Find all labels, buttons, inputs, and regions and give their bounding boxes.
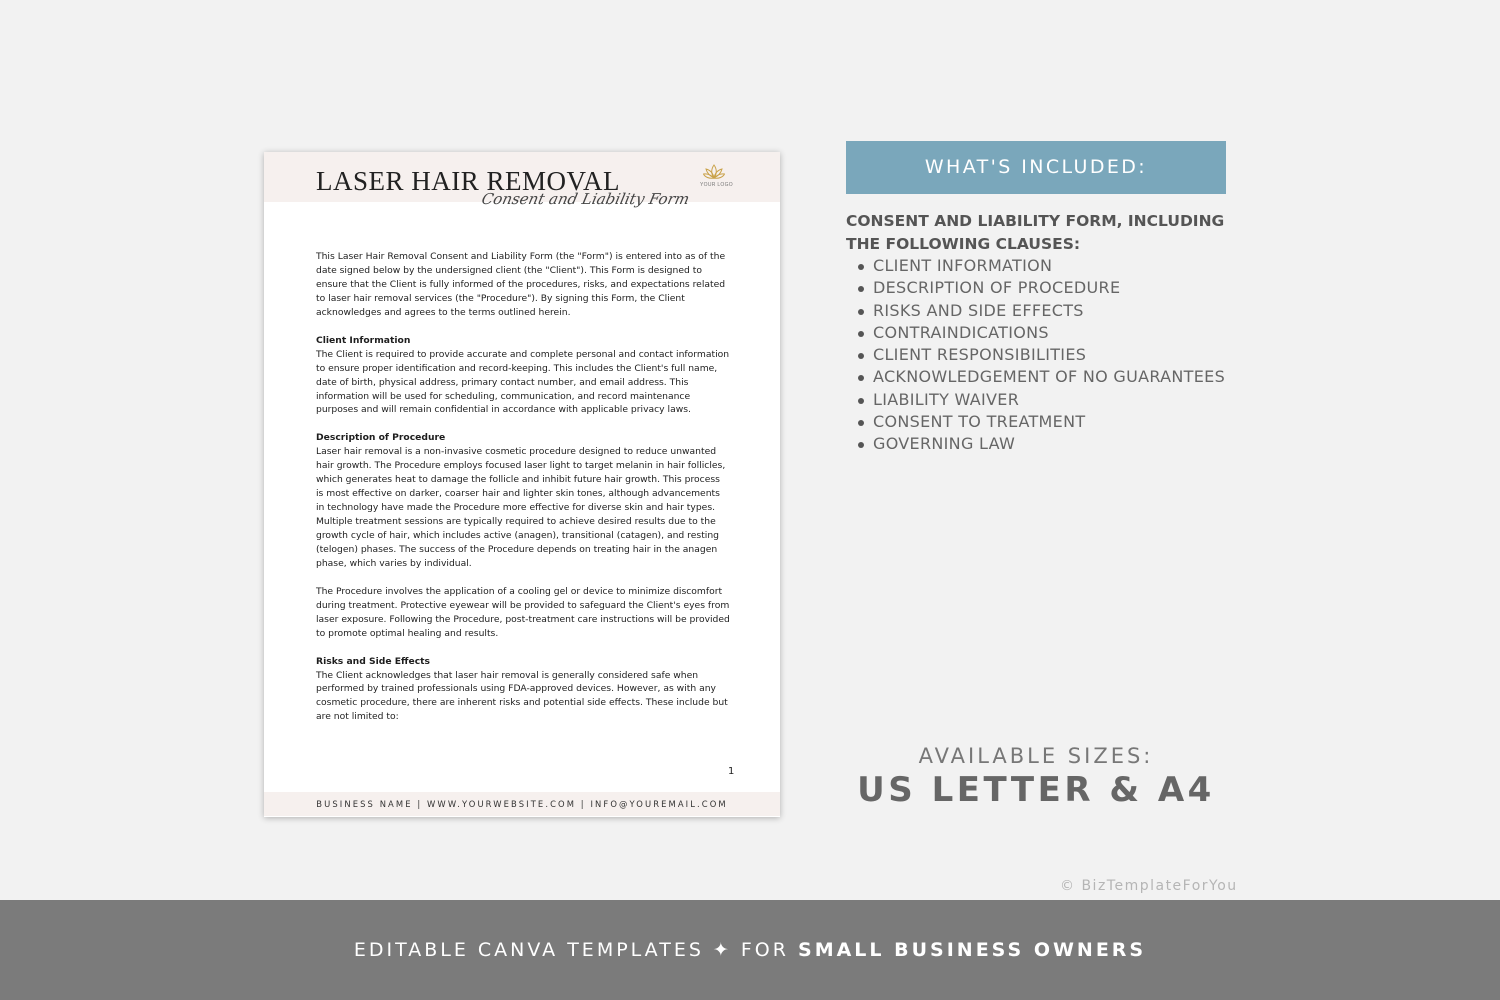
document-header xyxy=(264,152,780,208)
section-description-of-procedure xyxy=(316,431,730,571)
list-item xyxy=(846,389,1225,411)
list-item-label: DESCRIPTION OF PROCEDURE xyxy=(873,278,1121,298)
document-subtitle: Consent and Liability Form xyxy=(480,190,692,208)
bullet-icon xyxy=(858,331,864,337)
bullet-icon xyxy=(858,375,864,381)
included-intro: CONSENT AND LIABILITY FORM, INCLUDING THE FOLLOWING CLAUSES: xyxy=(846,212,1225,253)
list-item xyxy=(846,255,1225,277)
document-footer: BUSINESS NAME | WWW.YOURWEBSITE.COM | INFO@YOUREMAIL.COM xyxy=(264,792,780,816)
bullet-icon xyxy=(858,264,864,270)
bullet-icon xyxy=(858,420,864,426)
section-heading: Risks and Side Effects xyxy=(316,655,431,667)
bullet-icon xyxy=(858,442,864,448)
list-item-label: RISKS AND SIDE EFFECTS xyxy=(873,300,1084,320)
section-risks-and-side-effects xyxy=(316,655,730,725)
section-text: Laser hair removal is a non-invasive cosmetic procedure designed to reduce unwanted hair growth. The Procedure employs focused laser light to target melanin in hair follicles, which generates heat to damage the follicle and inhibit future hair growth. This process is most effective on darker, coarser hair and lighter skin tones, although advancements in technology have made the Procedure more effective for diverse skin and hair types. Multiple treatment sessions are typically required to achieve desired results due to the growth cycle of hair, which includes active (anagen), transitional (catagen), and resting (telogen) phases. The success of the Procedure depends on treating hair in the anagen phase, which varies by individual. xyxy=(316,446,726,569)
bullet-icon xyxy=(858,398,864,404)
section-procedure-details xyxy=(316,585,730,641)
clause-list xyxy=(846,255,1225,456)
list-item xyxy=(846,366,1225,388)
list-item-label: CONTRAINDICATIONS xyxy=(873,322,1049,342)
section-heading: Client Information xyxy=(316,334,411,346)
list-item-label: GOVERNING LAW xyxy=(873,434,1016,454)
bullet-icon xyxy=(858,353,864,359)
section-text: The Procedure involves the application of a cooling gel or device to minimize discomfort during treatment. Protective eyewear will be provided to safeguard the Client's eyes from laser exposure. Following the Procedure, post-treatment care instructions will be provided to promote optimal healing and results. xyxy=(316,585,730,639)
list-item-label: CLIENT INFORMATION xyxy=(873,256,1053,275)
logo xyxy=(700,163,733,188)
bullet-icon xyxy=(858,309,864,315)
list-item xyxy=(846,277,1225,299)
section-text: The Client is required to provide accurate and complete personal and contact information to ensure proper identification and record-keeping. This includes the Client's full name, date of birth, physical address, primary contact number, and email address. This information will be used for scheduling, communication, and record maintenance purposes and will remain confidential in accordance with applicable privacy laws. xyxy=(316,348,730,416)
lotus-logo-icon xyxy=(703,163,725,181)
logo-text: YOUR LOGO xyxy=(700,182,733,188)
document-intro: This Laser Hair Removal Consent and Liability Form (the "Form") is entered into as of the date signed below by the undersigned client (the "Client"). This Form is designed to ensure that the Client is fully informed of the procedures, risks, and expectations related to laser hair removal services (the "Procedure"). By signing this Form, the Client acknowledges and agrees to the terms outlined herein. xyxy=(316,251,726,318)
list-item-label: CLIENT RESPONSIBILITIES xyxy=(873,345,1087,365)
list-item xyxy=(846,433,1225,455)
bottom-banner-text: EDITABLE CANVA TEMPLATES ✦ FOR xyxy=(353,939,799,961)
available-sizes-label: AVAILABLE SIZES: xyxy=(918,744,1154,768)
list-item xyxy=(846,344,1225,366)
list-item-label: CONSENT TO TREATMENT xyxy=(873,412,1086,432)
section-client-information xyxy=(316,334,730,418)
document-body xyxy=(316,250,730,738)
section-text: The Client acknowledges that laser hair removal is generally considered safe when performed by trained professionals using FDA-approved devices. However, as with any cosmetic procedure, there are inherent risks and potential side effects. These include but are not limited to: xyxy=(316,669,728,723)
bottom-banner-emphasis: SMALL BUSINESS OWNERS xyxy=(798,939,1147,961)
list-item-label: LIABILITY WAIVER xyxy=(873,389,1020,409)
list-item xyxy=(846,300,1225,322)
list-item-label: ACKNOWLEDGEMENT OF NO GUARANTEES xyxy=(873,367,1226,387)
whats-included-banner: WHAT'S INCLUDED: xyxy=(846,141,1226,194)
list-item xyxy=(846,322,1225,344)
bullet-icon xyxy=(858,286,864,292)
page-number: 1 xyxy=(728,766,735,777)
document-title: LASER HAIR REMOVAL xyxy=(316,166,621,196)
bottom-banner xyxy=(0,900,1500,1000)
available-sizes-value: US LETTER & A4 xyxy=(857,770,1215,810)
copyright-credit: © BizTemplateForYou xyxy=(1060,878,1238,894)
document-preview xyxy=(264,152,780,817)
list-item xyxy=(846,411,1225,433)
section-heading: Description of Procedure xyxy=(316,432,446,444)
